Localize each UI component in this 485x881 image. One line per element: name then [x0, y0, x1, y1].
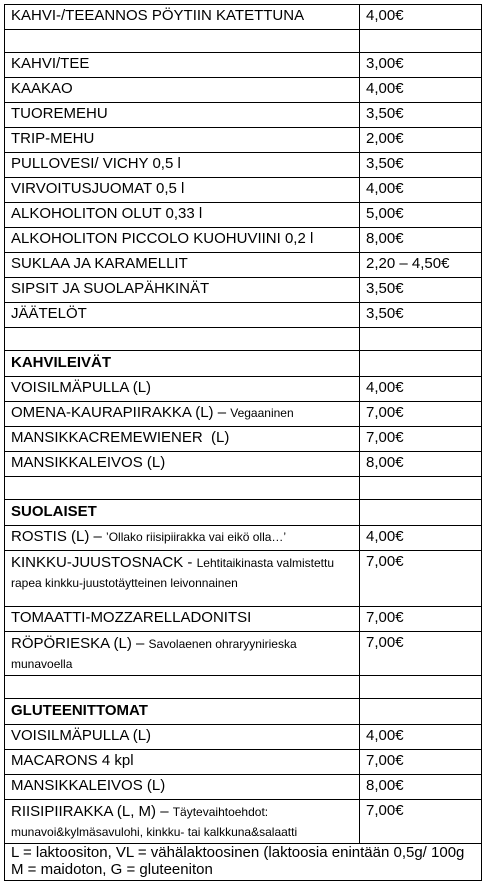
item-price: 4,00€ [360, 5, 482, 30]
item-price: 7,00€ [360, 800, 482, 844]
menu-row [5, 228, 482, 253]
menu-row [5, 253, 482, 278]
section-heading: GLUTEENITTOMAT [5, 699, 360, 725]
item-price: 2,00€ [360, 128, 482, 153]
section-heading: KAHVILEIVÄT [5, 351, 360, 377]
item-name: KAHVI/TEE [5, 53, 360, 78]
menu-row [5, 153, 482, 178]
item-name: KINKKU-JUUSTOSNACK - [11, 554, 197, 571]
item-price: 4,00€ [360, 725, 482, 750]
menu-row [5, 427, 482, 452]
item-name: VOISILMÄPULLA (L) [5, 377, 360, 402]
item-price: 7,00€ [360, 750, 482, 775]
menu-row [5, 800, 482, 844]
empty-row [5, 676, 482, 699]
menu-row [5, 377, 482, 402]
section-heading-row [5, 699, 482, 725]
item-name: TRIP-MEHU [5, 128, 360, 153]
section-heading-row [5, 351, 482, 377]
menu-table [4, 4, 482, 881]
item-name: VOISILMÄPULLA (L) [5, 725, 360, 750]
item-price: 5,00€ [360, 203, 482, 228]
item-name: MANSIKKACREMEWIENER (L) [5, 427, 360, 452]
item-name: MANSIKKALEIVOS (L) [5, 775, 360, 800]
item-price: 8,00€ [360, 452, 482, 477]
menu-row [5, 78, 482, 103]
menu-row [5, 203, 482, 228]
item-name: PULLOVESI/ VICHY 0,5 l [5, 153, 360, 178]
menu-row [5, 526, 482, 551]
item-name: VIRVOITUSJUOMAT 0,5 l [5, 178, 360, 203]
item-name: MANSIKKALEIVOS (L) [5, 452, 360, 477]
item-price: 4,00€ [360, 178, 482, 203]
item-name: RÖPÖRIESKA (L) – [11, 635, 149, 652]
item-name: MACARONS 4 kpl [5, 750, 360, 775]
menu-row [5, 103, 482, 128]
item-price: 3,50€ [360, 278, 482, 303]
item-name: JÄÄTELÖT [5, 303, 360, 328]
item-name: OMENA-KAURAPIIRAKKA (L) – [11, 404, 231, 421]
section-heading: SUOLAISET [5, 500, 360, 526]
item-name: TOMAATTI-MOZZARELLADONITSI [5, 607, 360, 632]
item-name: TUOREMEHU [5, 103, 360, 128]
menu-row [5, 775, 482, 800]
item-price: 4,00€ [360, 526, 482, 551]
item-price: 3,50€ [360, 303, 482, 328]
menu-row [5, 452, 482, 477]
legend-row [5, 844, 482, 881]
item-name: ROSTIS (L) – [11, 528, 107, 545]
item-price: 8,00€ [360, 228, 482, 253]
legend-line: L = laktoositon, VL = vähälaktoosinen (laktoosia enintään 0,5g/ 100g [11, 844, 465, 861]
item-price: 4,00€ [360, 377, 482, 402]
item-note: Täytevaihtoehdot: munavoi&kylmäsavulohi, kinkku- tai kalkkuna&salaatti [11, 805, 298, 839]
item-note: Lehtitaikinasta valmistettu rapea kinkku-juustotäytteinen leivonnainen [11, 556, 334, 590]
item-name: ALKOHOLITON OLUT 0,33 l [5, 203, 360, 228]
item-price: 2,20 – 4,50€ [360, 253, 482, 278]
item-price: 7,00€ [360, 402, 482, 427]
item-name: ALKOHOLITON PICCOLO KUOHUVIINI 0,2 l [5, 228, 360, 253]
menu-row [5, 5, 482, 30]
menu-row [5, 725, 482, 750]
legend-line: M = maidoton, G = gluteeniton [11, 861, 213, 878]
menu-row [5, 303, 482, 328]
empty-row [5, 477, 482, 500]
menu-row [5, 178, 482, 203]
item-name: SUKLAA JA KARAMELLIT [5, 253, 360, 278]
menu-row [5, 750, 482, 775]
item-price: 7,00€ [360, 607, 482, 632]
menu-row [5, 607, 482, 632]
item-price: 3,00€ [360, 53, 482, 78]
menu-row [5, 632, 482, 676]
empty-row [5, 328, 482, 351]
menu-row [5, 128, 482, 153]
item-price: 7,00€ [360, 551, 482, 607]
item-price: 8,00€ [360, 775, 482, 800]
item-name: KAAKAO [5, 78, 360, 103]
item-name: SIPSIT JA SUOLAPÄHKINÄT [5, 278, 360, 303]
empty-row [5, 30, 482, 53]
menu-row [5, 402, 482, 427]
item-price: 4,00€ [360, 78, 482, 103]
menu-row [5, 551, 482, 607]
item-price: 7,00€ [360, 632, 482, 676]
section-heading-row [5, 500, 482, 526]
item-name: KAHVI-/TEEANNOS PÖYTIIN KATETTUNA [5, 5, 360, 30]
item-note: Vegaaninen [230, 406, 294, 420]
item-price: 3,50€ [360, 103, 482, 128]
item-note: ’Ollako riisipiirakka vai eikö olla…’ [106, 530, 287, 544]
menu-row [5, 53, 482, 78]
item-name: RIISIPIIRAKKA (L, M) – [11, 803, 173, 820]
item-price: 7,00€ [360, 427, 482, 452]
item-price: 3,50€ [360, 153, 482, 178]
menu-row [5, 278, 482, 303]
item-note: Savolaenen ohraryynirieska munavoella [11, 637, 297, 671]
